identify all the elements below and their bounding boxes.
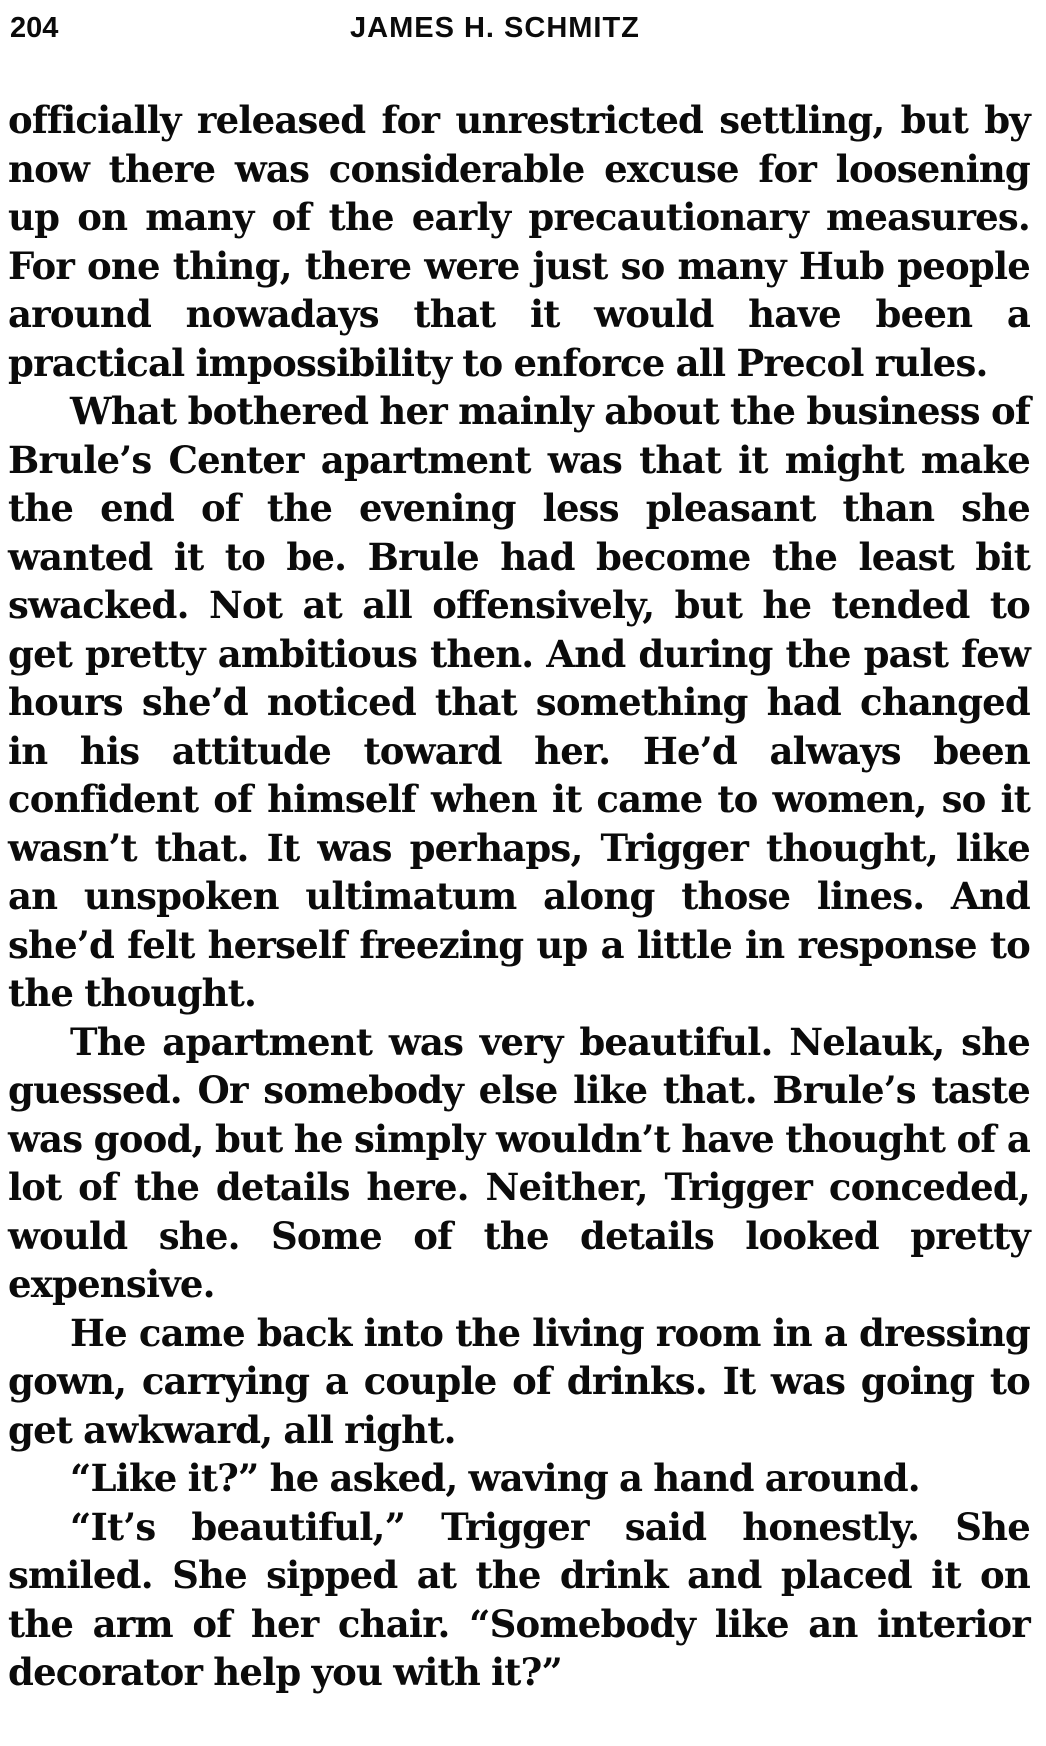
paragraph: He came back into the living room in a dressing gown, carrying a couple of drinks. It was going to get awkward, all right. [8,1310,1030,1452]
paragraph-continued: officially released for unrestricted settling, but by now there was considerable excuse for loosening up on many of the early precautionary measures. For one thing, there were just so many Hub people around nowadays that it would have been a practical impossibility to enforce all Precol rules. [8,98,1030,385]
running-head-author: JAMES H. SCHMITZ [350,12,640,44]
paragraph: “It’s beautiful,” Trigger said honestly. She smiled. She sipped at the drink and placed it on the arm of her chair. “Somebody like an interior decorator help you with it?” [8,1504,1030,1694]
paragraph: “Like it?” he asked, waving a hand around. [70,1456,920,1500]
body-text [8,96,1030,1697]
running-head [10,6,710,50]
paragraph: The apartment was very beautiful. Nelauk, she guessed. Or somebody else like that. Brule’s taste was good, but he simply wouldn’t have thought of a lot of the details here. Neither, Trigger conceded, would she. Some of the details looked pretty expensive. [8,1019,1030,1306]
paragraph: What bothered her mainly about the business of Brule’s Center apartment was that it might make the end of the evening less pleasant than she wanted it to be. Brule had become the least bit swacked. Not at all offensively, but he tended to get pretty ambitious then. And during the past few hours she’d noticed that something had changed in his attitude toward her. He’d always been confident of himself when it came to women, so it wasn’t that. It was perhaps, Trigger thought, like an unspoken ultimatum along those lines. And she’d felt herself freezing up a little in response to the thought. [8,389,1030,1015]
page-number: 204 [10,12,59,44]
